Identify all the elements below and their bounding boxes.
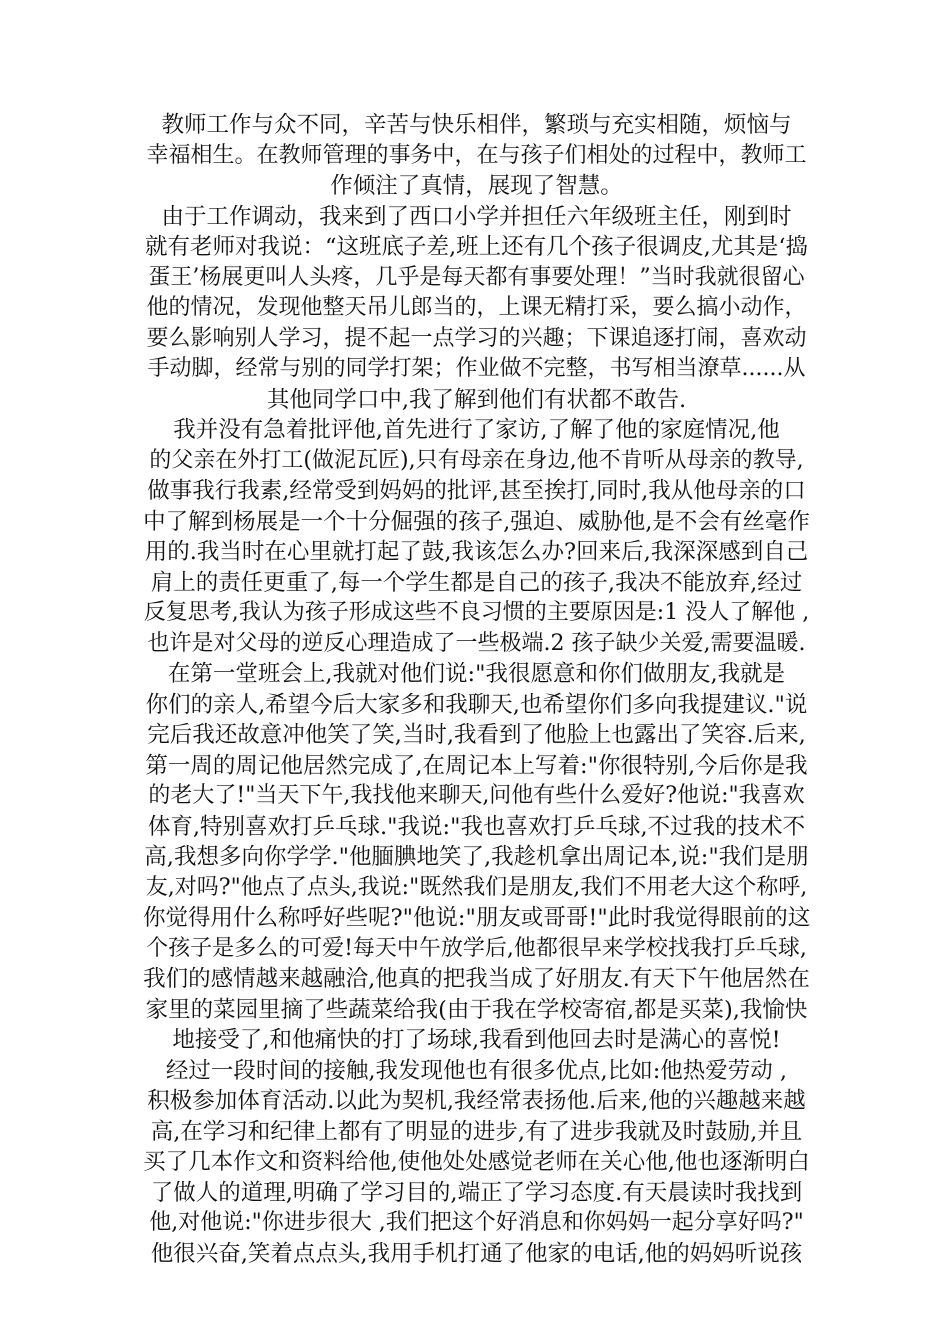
paragraph [143, 1056, 810, 1270]
text-line: 家里的菜园里摘了些蔬菜给我(由于我在学校寄宿,都是买菜),我愉快 [145, 996, 808, 1023]
text-line: 反复思考,我认为孩子形成这些不良习惯的主要原因是:1 没人了解他 , [143, 600, 810, 625]
text-line: 在第一堂班会上,我就对他们说:"我很愿意和你们做朋友,我就是 [167, 661, 786, 687]
text-line: 肩上的责任更重了,每一个学生都是自己的孩子,我决不能放弃,经过 [150, 569, 803, 596]
text-line: 高,我想多向你学学."他腼腆地笑了,我趁机拿出周记本,说:"我们是朋 [144, 844, 809, 870]
paragraph [143, 659, 810, 1056]
text-line: 要么影响别人学习，提不起一点学习的兴趣；下课追逐打闹，喜欢动 [146, 325, 807, 351]
text-line: 我们的感情越来越融洽,他真的把我当成了好朋友.有天下午他居然在 [143, 966, 810, 992]
text-line: 友,对吗?"他点了点头,我说:"既然我们是朋友,我们不用老大这个称呼, [145, 874, 808, 900]
paragraph [143, 202, 810, 416]
text-line: 高,在学习和纪律上都有了明显的进步,有了进步我就及时鼓励,并且 [150, 1118, 803, 1145]
text-line: 他,对他说:"你进步很大 ,我们把这个好消息和你妈妈一起分享好吗?" [149, 1210, 804, 1235]
text-line: 积极参加体育活动.以此为契机,我经常表扬他.后来,他的兴趣越来越 [147, 1088, 806, 1114]
text-line: 用的.我当时在心里就打起了鼓,我该怎么办?回来后,我深深感到自己 [144, 539, 809, 565]
text-line: 了做人的道理,明确了学习目的,端正了学习态度.有天晨读时我找到 [150, 1179, 803, 1206]
text-line: 也许是对父母的逆反心理造成了一些极端.2 孩子缺少关爱,需要温暖. [147, 630, 806, 656]
text-line: 我并没有急着批评他,首先进行了家访,了解了他的家庭情况,他 [173, 417, 780, 443]
paragraph [143, 415, 810, 659]
text-line: 他很兴奋,笑着点点头,我用手机打通了他家的电话,他的妈妈听说孩 [150, 1240, 803, 1267]
text-line: 中了解到杨展是一个十分倔强的孩子,强迫、威胁他,是不会有丝毫作 [143, 508, 810, 535]
text-line: 教师工作与众不同，辛苦与快乐相伴，繁琐与充实相随，烦恼与 [161, 112, 792, 138]
text-line: 的老大了!"当天下午,我找他来聊天,问他有些什么爱好?他说:"我喜欢 [148, 783, 805, 808]
text-line: 个孩子是多么的可爱!每天中午放学后,他都很早来学校找我打乒乓球, [146, 935, 807, 961]
text-line: 买了几本作文和资料给他,使他处处感觉老师在关心他,他也逐渐明白 [143, 1149, 810, 1175]
text-line: 完后我还故意冲他笑了笑,当时,我看到了他脸上也露出了笑容.后来, [147, 722, 806, 748]
text-line: 手动脚，经常与别的同学打架；作业做不完整，书写相当潦草......从 [147, 356, 806, 381]
text-line: 做事我行我素,经常受到妈妈的批评,甚至挨打,同时,我从他母亲的口 [147, 478, 806, 504]
text-line: 你们的亲人,希望今后大家多和我聊天,也希望你们多向我提建议."说 [145, 691, 808, 718]
text-line: 他的情况，发现他整天吊儿郎当的，上课无精打采，要么搞小动作， [146, 295, 807, 320]
text-line: 作倾注了真情，展现了智慧。 [330, 173, 623, 199]
text-line: 幸福相生。在教师管理的事务中，在与孩子们相处的过程中，教师工 [146, 142, 807, 168]
text-line: 就有老师对我说：“这班底子差,班上还有几个孩子很调皮,尤其是‘捣 [145, 234, 808, 260]
text-line: 经过一段时间的接触,我发现他也有很多优点,比如:他热爱劳动 , [165, 1057, 788, 1084]
text-line: 地接受了,和他痛快的打了场球,我看到他回去时是满心的喜悦! [172, 1027, 781, 1053]
text-line: 蛋王’杨展更叫人头疼，几乎是每天都有事要处理！”当时我就很留心 [148, 264, 805, 290]
document-body [143, 110, 810, 1269]
text-line: 其他同学口中,我了解到他们有状都不敢告. [266, 386, 687, 413]
text-line: 第一周的周记他居然完成了,在周记本上写着:"你很特别,今后你是我 [145, 752, 808, 779]
text-line: 的父亲在外打工(做泥瓦匠),只有母亲在身边,他不肯听从母亲的教导, [149, 447, 804, 473]
text-line: 你觉得用什么称呼好些呢?"他说:"朋友或哥哥!"此时我觉得眼前的这 [143, 905, 811, 931]
text-line: 体育,特别喜欢打乒乓球."我说:"我也喜欢打乒乓球,不过我的技术不 [147, 813, 806, 840]
text-line: 由于工作调动，我来到了西口小学并担任六年级班主任，刚到时 [161, 203, 792, 230]
paragraph [143, 110, 810, 202]
